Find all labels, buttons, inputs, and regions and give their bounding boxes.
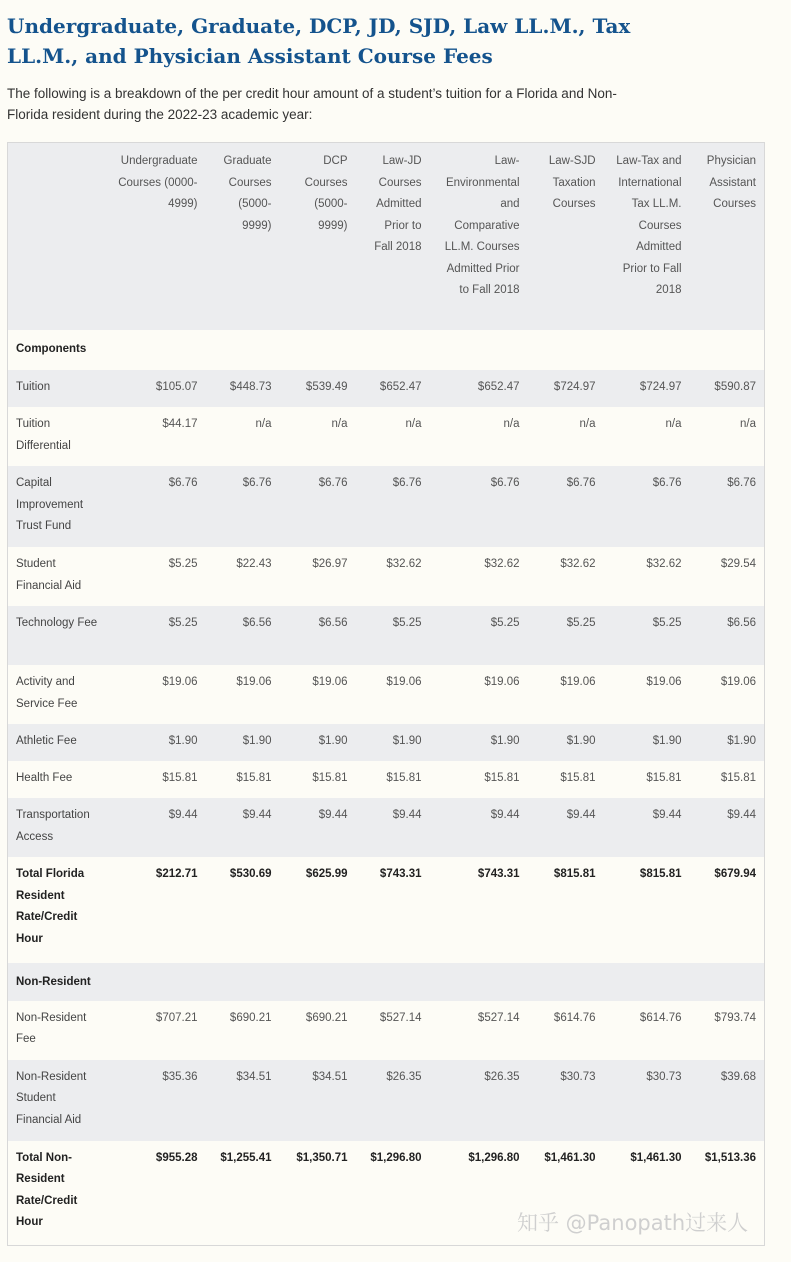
- table-row: [8, 724, 765, 761]
- table-cell: $26.35: [386, 1070, 422, 1083]
- row-label: Non-Resident Student Financial Aid: [16, 1070, 87, 1126]
- column-header: Law-Environmental and Comparative LL.M. Courses Admitted Prior to Fall 2018: [444, 155, 520, 296]
- table-row: [8, 665, 765, 724]
- table-cell: $26.97: [312, 558, 348, 570]
- table-cell: $15.81: [560, 772, 596, 784]
- row-label: Total Florida Resident Rate/Credit Hour: [16, 868, 85, 945]
- table-cell: $19.06: [312, 676, 348, 688]
- table-cell: $105.07: [155, 381, 198, 393]
- table-cell: $15.81: [386, 772, 422, 784]
- row-label: Activity and Service Fee: [16, 676, 78, 710]
- table-cell: $530.69: [229, 868, 272, 880]
- header-blank-cell: [8, 143, 108, 331]
- header-row: [8, 143, 765, 331]
- section-label: Non-Resident: [16, 976, 91, 988]
- table-cell: $1.90: [490, 735, 520, 747]
- table-cell: $212.71: [155, 868, 198, 880]
- table-cell: $15.81: [236, 772, 272, 784]
- column-header: Graduate Courses (5000-9999): [223, 155, 272, 232]
- table-cell: $5.25: [652, 617, 682, 629]
- table-cell: $34.51: [236, 1070, 272, 1083]
- table-cell: $1.90: [566, 735, 596, 747]
- table-cell: $19.06: [386, 676, 422, 688]
- row-label: Athletic Fee: [16, 735, 77, 747]
- total-row: [8, 857, 765, 963]
- table-cell: $815.81: [639, 868, 682, 880]
- table-cell: $652.47: [477, 381, 520, 393]
- section-row: [8, 330, 765, 370]
- table-cell: $724.97: [639, 381, 682, 393]
- table-cell: $26.35: [484, 1070, 520, 1083]
- column-header: Physician Assistant Courses: [706, 155, 756, 210]
- section-label: Components: [16, 343, 87, 355]
- table-cell: $448.73: [229, 381, 272, 393]
- table-row: [8, 1060, 765, 1141]
- table-cell: $39.68: [720, 1070, 756, 1083]
- table-row: [8, 798, 765, 857]
- column-header: DCP Courses (5000-9999): [304, 155, 348, 232]
- table-cell: n/a: [740, 418, 756, 430]
- table-cell: $1,255.41: [220, 1151, 272, 1164]
- table-cell: $15.81: [162, 772, 198, 784]
- table-cell: $29.54: [720, 558, 756, 570]
- column-header: Law-JD Courses Admitted Prior to Fall 2018: [374, 155, 422, 253]
- table-cell: $6.56: [727, 617, 756, 629]
- table-row: [8, 407, 765, 466]
- column-header: Law-Tax and International Tax LL.M. Courses Admitted Prior to Fall 2018: [616, 155, 682, 296]
- table-cell: $707.21: [155, 1011, 198, 1024]
- table-row: [8, 466, 765, 547]
- table-cell: $32.62: [484, 558, 520, 570]
- row-label: Health Fee: [16, 772, 73, 784]
- row-label: Technology Fee: [16, 617, 98, 629]
- table-cell: $32.62: [560, 558, 596, 570]
- table-row: [8, 606, 765, 665]
- table-cell: $6.76: [490, 477, 520, 489]
- table-cell: $30.73: [646, 1070, 682, 1083]
- table-cell: $625.99: [305, 868, 348, 880]
- table-cell: $1,461.30: [630, 1151, 682, 1164]
- table-cell: $1.90: [392, 735, 422, 747]
- table-row: [8, 1001, 765, 1060]
- table-cell: $815.81: [553, 868, 596, 880]
- row-label: Capital Improvement Trust Fund: [16, 477, 84, 532]
- table-row: [8, 761, 765, 798]
- table-cell: $15.81: [646, 772, 682, 784]
- course-fees-table: [7, 142, 765, 1246]
- table-cell: $19.06: [720, 676, 756, 688]
- table-cell: $614.76: [639, 1011, 682, 1024]
- table-cell: $6.76: [392, 477, 422, 489]
- table-cell: $32.62: [646, 558, 682, 570]
- table-cell: $6.56: [242, 617, 272, 629]
- table-cell: $652.47: [379, 381, 422, 393]
- row-label: Student Financial Aid: [16, 558, 82, 592]
- intro-paragraph: The following is a breakdown of the per credit hour amount of a student’s tuition for a Florida and Non-Florida resident during the 2022-23 academic year:: [7, 86, 617, 122]
- table-cell: $743.31: [477, 868, 520, 880]
- table-cell: $1,350.71: [296, 1151, 348, 1164]
- table-cell: $6.76: [652, 477, 682, 489]
- table-cell: $743.31: [379, 868, 422, 880]
- table-cell: $1,461.30: [544, 1151, 596, 1164]
- table-cell: $5.25: [392, 617, 422, 629]
- table-cell: $679.94: [714, 868, 756, 880]
- table-cell: $15.81: [720, 772, 756, 784]
- table-cell: n/a: [503, 418, 520, 430]
- table-cell: $1.90: [318, 735, 348, 747]
- table-cell: $1,296.80: [468, 1151, 520, 1164]
- row-label: Non-Resident Fee: [16, 1011, 87, 1045]
- table-cell: $527.14: [379, 1011, 422, 1024]
- table-cell: n/a: [331, 418, 348, 430]
- table-row: [8, 370, 765, 407]
- table-cell: $22.43: [236, 558, 272, 570]
- table-cell: $6.76: [318, 477, 348, 489]
- table-cell: $44.17: [162, 418, 198, 430]
- table-cell: n/a: [405, 418, 422, 430]
- table-cell: $5.25: [168, 558, 198, 570]
- table-cell: $5.25: [168, 617, 198, 629]
- table-cell: n/a: [665, 418, 682, 430]
- table-cell: $19.06: [162, 676, 198, 688]
- table-cell: $690.21: [229, 1011, 272, 1024]
- table-cell: $19.06: [484, 676, 520, 688]
- section-row: [8, 963, 765, 1001]
- row-label: Tuition Differential: [16, 418, 71, 452]
- table-cell: $30.73: [560, 1070, 596, 1083]
- table-cell: $955.28: [155, 1151, 198, 1164]
- table-cell: n/a: [255, 418, 272, 430]
- table-cell: $6.56: [318, 617, 348, 629]
- table-cell: $1,296.80: [370, 1151, 422, 1164]
- table-cell: $9.44: [318, 809, 348, 821]
- table-cell: $1.90: [727, 735, 756, 747]
- table-cell: $15.81: [484, 772, 520, 784]
- table-cell: $34.51: [312, 1070, 348, 1083]
- row-label: Tuition: [16, 381, 51, 393]
- table-cell: n/a: [579, 418, 596, 430]
- table-cell: $6.76: [566, 477, 596, 489]
- table-cell: $590.87: [714, 381, 756, 393]
- column-header: Law-SJD Taxation Courses: [548, 155, 596, 210]
- table-cell: $724.97: [553, 381, 596, 393]
- table-row: [8, 547, 765, 606]
- table-cell: $9.44: [392, 809, 422, 821]
- table-cell: $5.25: [490, 617, 520, 629]
- table-cell: $6.76: [727, 477, 756, 489]
- table-cell: $19.06: [236, 676, 272, 688]
- table-cell: $9.44: [242, 809, 272, 821]
- page-title: Undergraduate, Graduate, DCP, JD, SJD, Law LL.M., Tax LL.M., and Physician Assistant Course Fees: [7, 14, 631, 68]
- table-cell: $32.62: [386, 558, 422, 570]
- table-cell: $614.76: [553, 1011, 596, 1024]
- table-cell: $9.44: [652, 809, 682, 821]
- table-cell: $690.21: [305, 1011, 348, 1024]
- table-cell: $35.36: [162, 1070, 198, 1083]
- table-cell: $19.06: [560, 676, 596, 688]
- table-cell: $1.90: [168, 735, 198, 747]
- table-cell: $539.49: [305, 381, 348, 393]
- table-cell: $9.44: [727, 809, 756, 821]
- table-cell: $6.76: [168, 477, 198, 489]
- table-cell: $15.81: [312, 772, 348, 784]
- row-label: Transportation Access: [16, 809, 90, 843]
- table-cell: $19.06: [646, 676, 682, 688]
- table-cell: $527.14: [477, 1011, 520, 1024]
- table-cell: $6.76: [242, 477, 272, 489]
- table-cell: $9.44: [490, 809, 520, 821]
- table-cell: $9.44: [168, 809, 198, 821]
- row-label: Total Non-Resident Rate/Credit Hour: [16, 1151, 78, 1228]
- watermark-text: 知乎 @Panopath过来人: [517, 1211, 749, 1235]
- table-cell: $9.44: [566, 809, 596, 821]
- table-cell: $5.25: [566, 617, 596, 629]
- table-cell: $1,513.36: [704, 1151, 756, 1164]
- table-cell: $793.74: [714, 1011, 756, 1024]
- table-cell: $1.90: [652, 735, 682, 747]
- column-header: Undergraduate Courses (0000-4999): [118, 155, 198, 210]
- table-cell: $1.90: [242, 735, 272, 747]
